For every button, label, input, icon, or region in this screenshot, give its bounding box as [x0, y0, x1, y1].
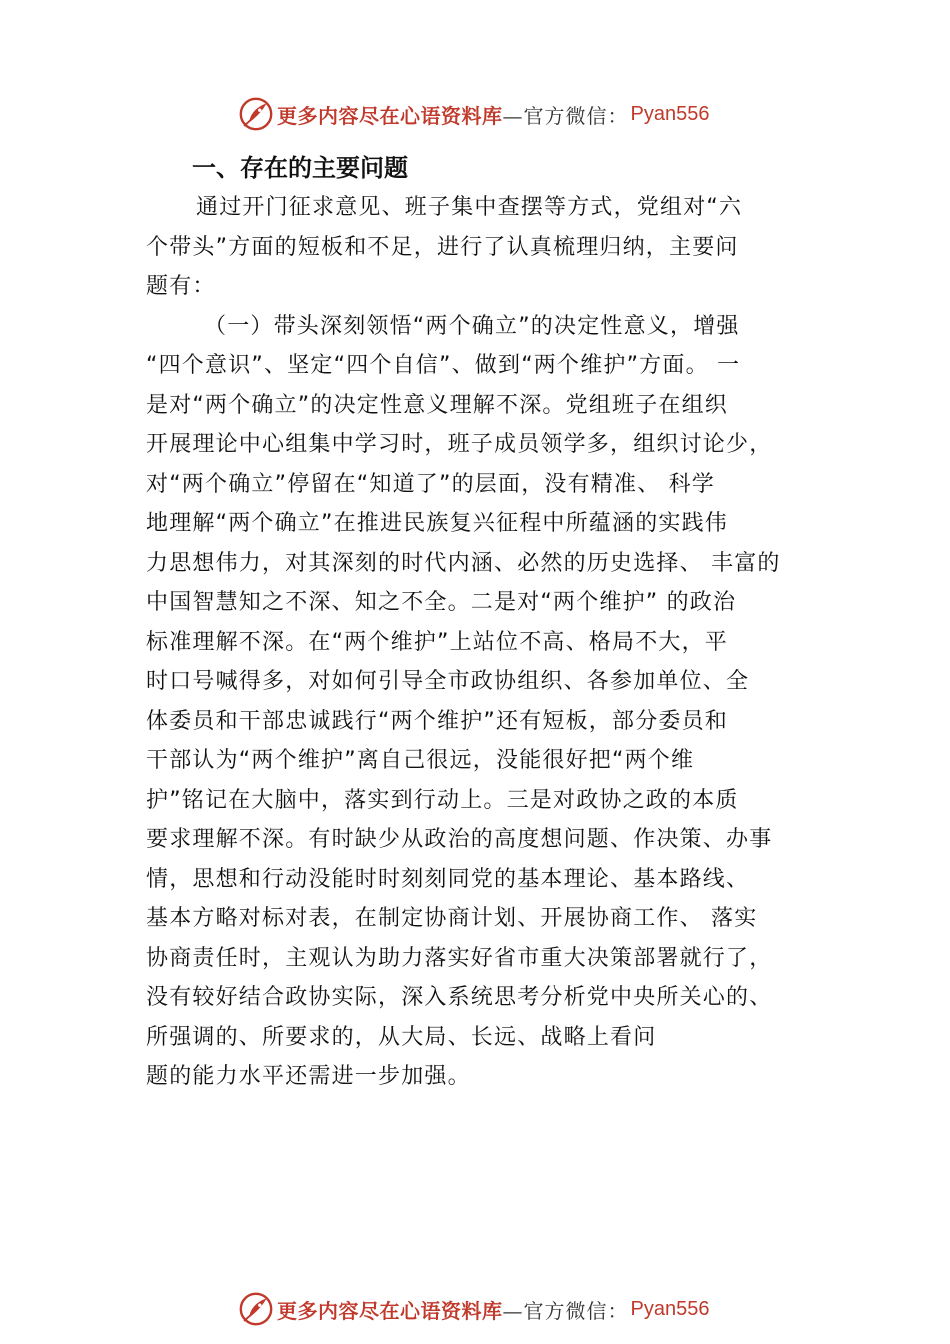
paragraph-line: 时口号喊得多，对如何引导全市政协组织、各参加单位、全 [146, 669, 750, 694]
paragraph-line: 是对“两个确立”的决定性意义理解不深。党组班子在组织 [146, 392, 728, 418]
paragraph-line: 对“两个确立”停留在“知道了”的层面，没有精准、 科学 [146, 471, 715, 497]
paragraph-line: 题有： [146, 274, 216, 299]
section-heading: 一、存在的主要问题 [192, 154, 408, 182]
paragraph-line: 要求理解不深。有时缺少从政治的高度想问题、作决策、办事 [146, 827, 773, 852]
paragraph-line: “四个意识”、坚定“四个自信”、做到“两个维护”方面。 一 [146, 353, 741, 378]
paragraph-line: 所强调的、所要求的，从大局、长远、战略上看问 [146, 1024, 657, 1050]
brand-logo-icon [237, 95, 275, 133]
wechat-id: Pyan556 [630, 102, 710, 125]
wechat-label: —官方微信： [502, 1298, 629, 1323]
paragraph-line: （一）带头深刻领悟“两个确立”的决定性意义，增强 [204, 313, 740, 339]
footer-banner [237, 1290, 709, 1328]
paragraph-line: 护”铭记在大脑中，落实到行动上。三是对政协之政的本质 [146, 787, 739, 813]
paragraph-line: 没有较好结合政协实际，深入系统思考分析党中央所关心的、 [146, 985, 773, 1010]
paragraph-line: 中国智慧知之不深、知之不全。二是对“两个维护” 的政治 [146, 590, 737, 615]
paragraph-line: 协商责任时，主观认为助力落实好省市重大决策部署就行了， [146, 945, 773, 971]
document-body [146, 148, 824, 1097]
wechat-id: Pyan556 [630, 1297, 710, 1320]
paragraph-line: 题的能力水平还需进一步加强。 [146, 1064, 471, 1089]
paragraph-line: 开展理论中心组集中学习时，班子成员领学多，组织讨论少， [146, 432, 773, 457]
brand-name: 更多内容尽在心语资料库 [277, 1298, 503, 1323]
paragraph-line: 标准理解不深。在“两个维护”上站位不高、格局不大，平 [146, 629, 728, 655]
paragraph-line: 通过开门征求意见、班子集中查摆等方式，党组对“六 [196, 195, 743, 220]
paragraph-line: 情，思想和行动没能时时刻刻同党的基本理论、基本路线、 [146, 866, 750, 892]
brand-logo-icon [237, 1290, 275, 1328]
paragraph-line: 干部认为“两个维护”离自己很远，没能很好把“两个维 [146, 748, 695, 773]
paragraph-line: 地理解“两个确立”在推进民族复兴征程中所蕴涵的实践伟 [146, 511, 728, 536]
wechat-label: —官方微信： [502, 103, 629, 128]
paragraph-line: 个带头”方面的短板和不足，进行了认真梳理归纳，主要问 [146, 234, 739, 260]
paragraph-line: 体委员和干部忠诚践行“两个维护”还有短板，部分委员和 [146, 708, 728, 734]
paragraph-line: 基本方略对标对表，在制定协商计划、开展协商工作、 落实 [146, 906, 758, 931]
header-banner [237, 95, 709, 133]
brand-name: 更多内容尽在心语资料库 [277, 103, 503, 128]
paragraph-line: 力思想伟力，对其深刻的时代内涵、必然的历史选择、 丰富的 [146, 550, 781, 576]
